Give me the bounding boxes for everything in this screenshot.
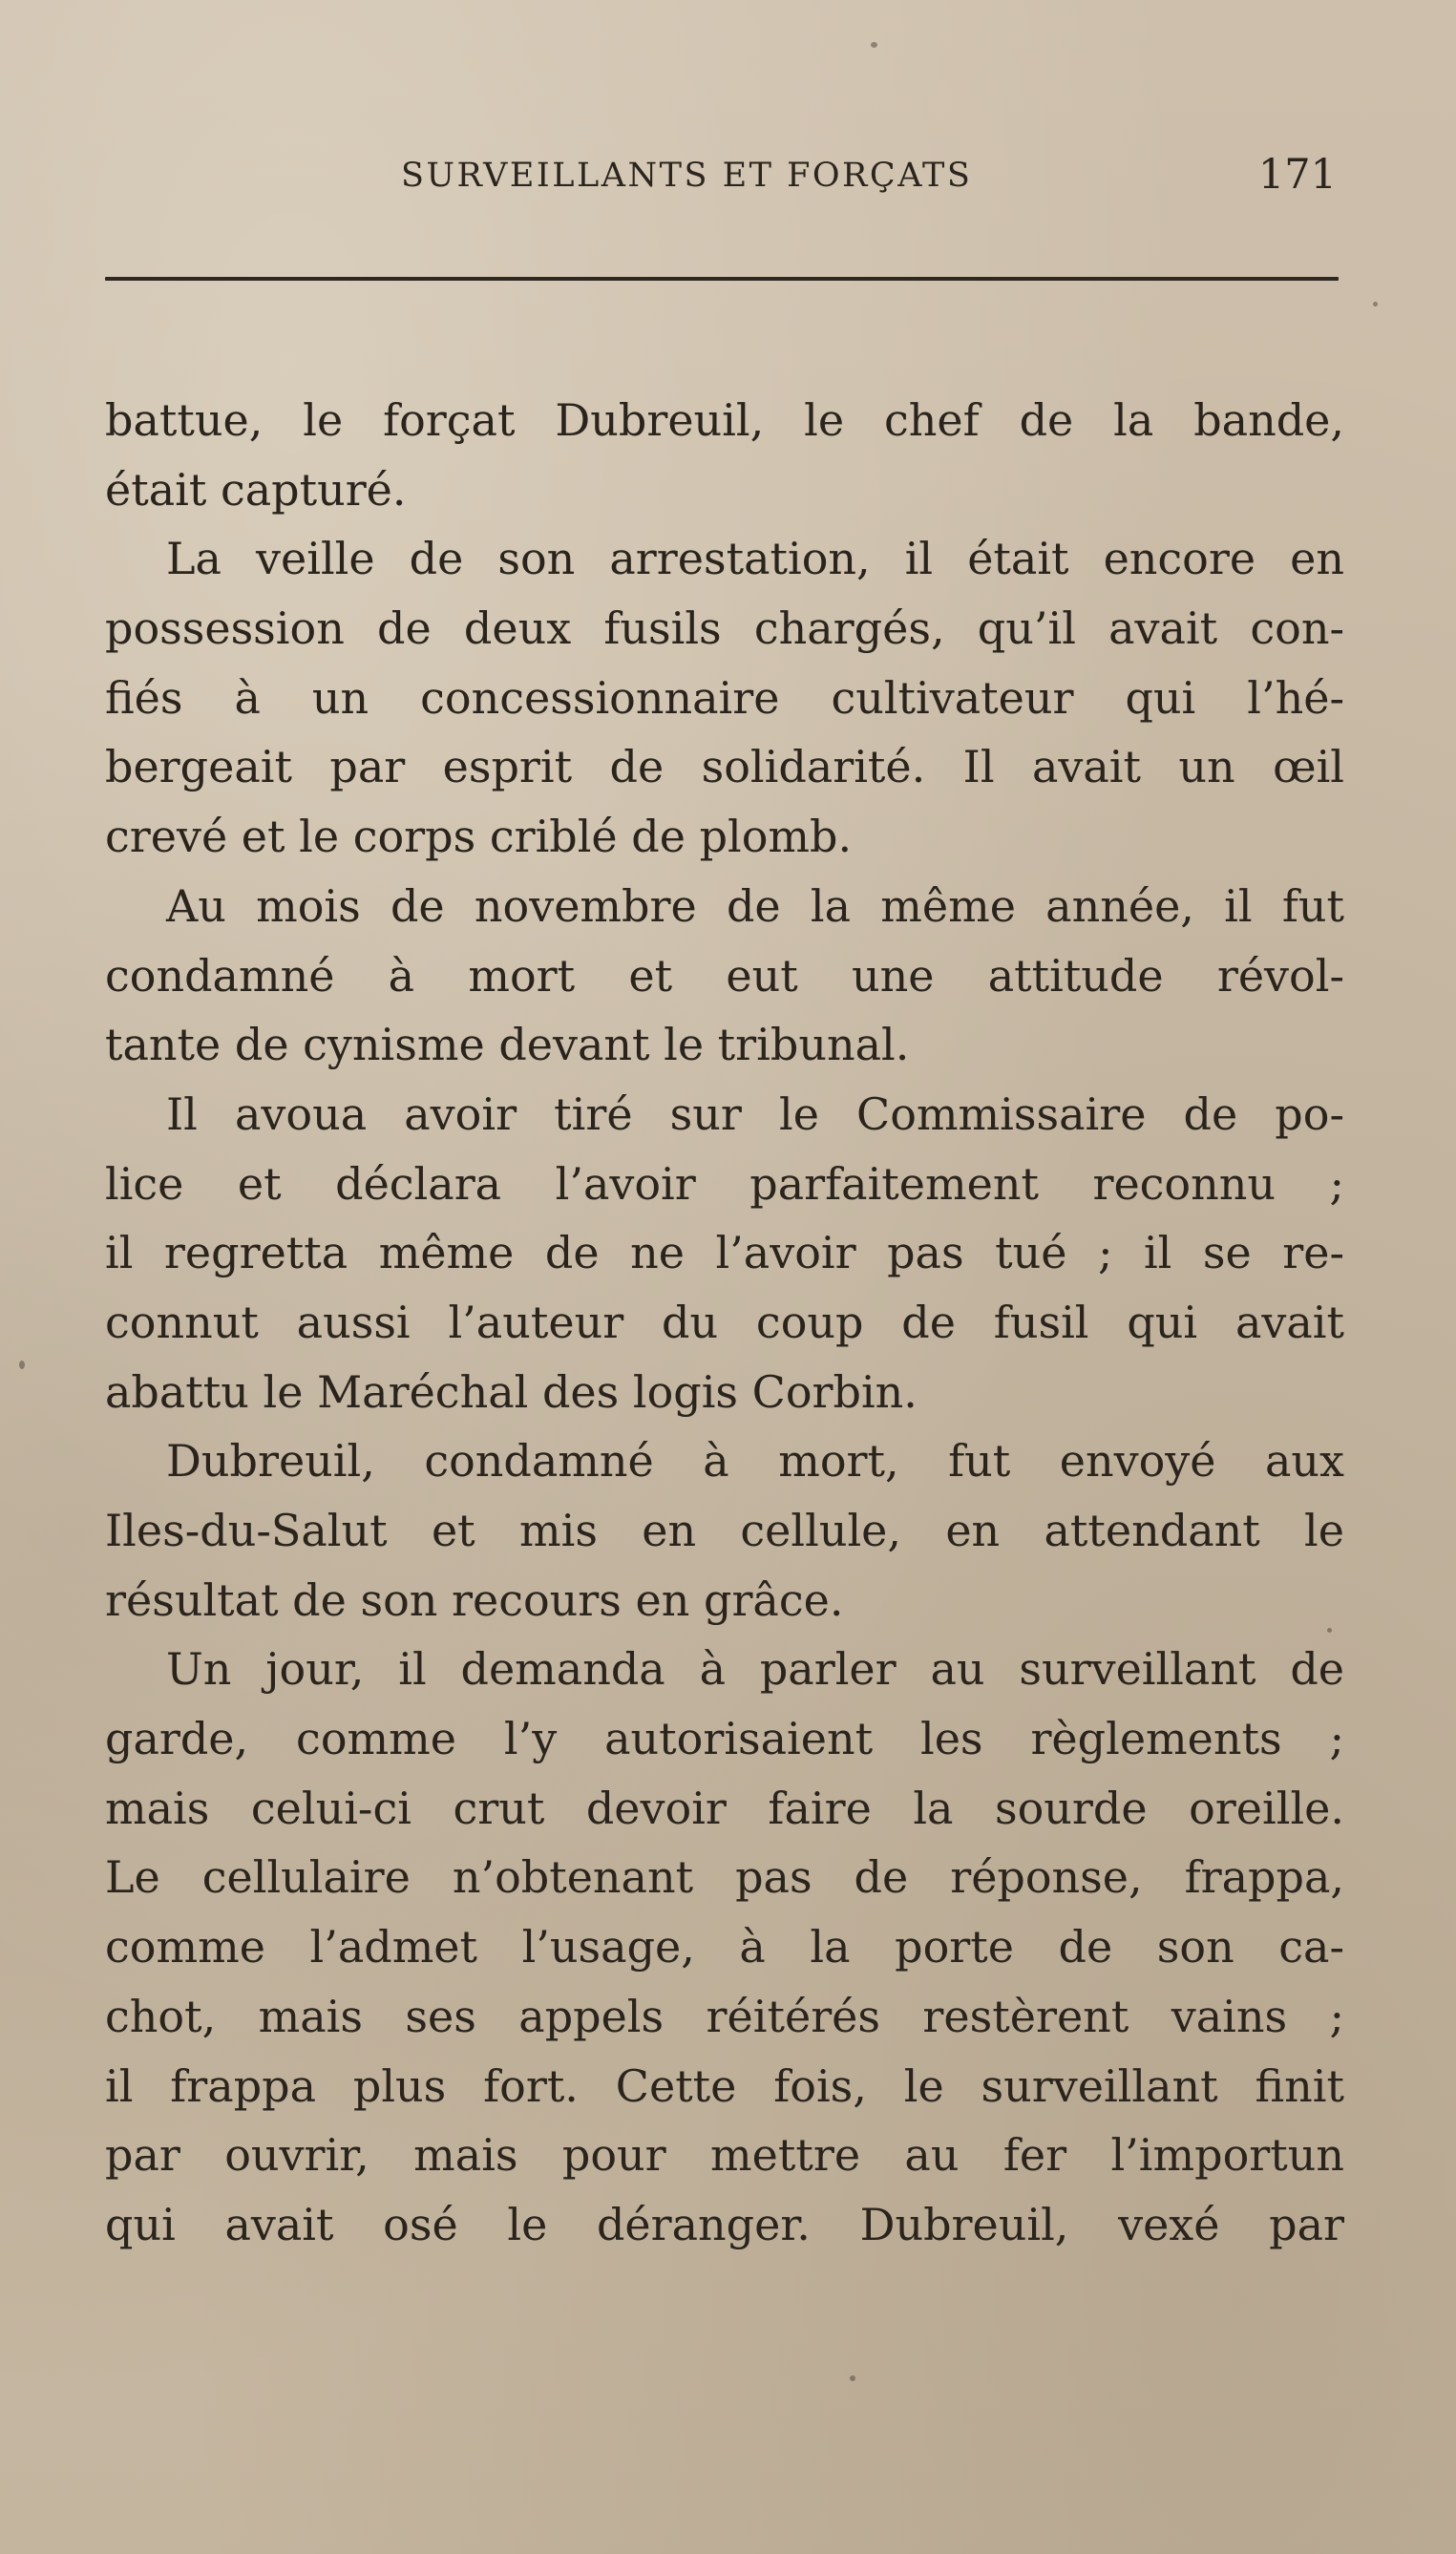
text-line: abattu le Maréchal des logis Corbin. [105, 1365, 918, 1418]
text-line: La veille de son arrestation, il était encore en [166, 533, 1344, 585]
text-line: tante de cynisme devant le tribunal. [105, 1019, 910, 1071]
text-line: mais celui-ci crut devoir faire la sourde oreille. [105, 1782, 1344, 1834]
text-line: Le cellulaire n’obtenant pas de réponse, frappa, [105, 1851, 1344, 1904]
text-line: Il avoua avoir tiré sur le Commissaire de po- [166, 1087, 1344, 1140]
text-line: il frappa plus fort. Cette fois, le surveillant finit [105, 2059, 1344, 2112]
text-line: résultat de son recours en grâce. [105, 1573, 844, 1626]
text-line: était capturé. [105, 463, 407, 516]
paper-speck [871, 42, 877, 48]
page-number: 171 [1257, 151, 1337, 199]
text-line: Au mois de novembre de la même année, il fut [166, 879, 1344, 932]
header-rule [105, 277, 1339, 281]
text-line: Dubreuil, condamné à mort, fut envoyé aux [166, 1435, 1344, 1488]
text-line: fiés à un concessionnaire cultivateur qui l’hé- [105, 671, 1344, 724]
text-line: condamné à mort et eut une attitude révol- [105, 949, 1344, 1002]
text-line: il regretta même de ne l’avoir pas tué ; il se re- [105, 1227, 1344, 1279]
text-line: battue, le forçat Dubreuil, le chef de la bande, [105, 394, 1344, 446]
paper-speck [19, 1361, 25, 1369]
text-line: qui avait osé le déranger. Dubreuil, vexé par [105, 2198, 1344, 2250]
running-head [105, 151, 1337, 204]
text-line: par ouvrir, mais pour mettre au fer l’importun [105, 2129, 1344, 2182]
text-line: comme l’admet l’usage, à la porte de son ca- [105, 1921, 1344, 1974]
body-text [105, 386, 1344, 2260]
text-line: Iles-du-Salut et mis en cellule, en attendant le [105, 1505, 1344, 1556]
paper-speck [850, 2375, 855, 2381]
text-line: garde, comme l’y autorisaient les règlements ; [105, 1713, 1344, 1765]
text-line: crevé et le corps criblé de plomb. [105, 811, 853, 863]
text-line: Un jour, il demanda à parler au surveillant de [166, 1643, 1344, 1696]
text-line: chot, mais ses appels réitérés restèrent vains ; [105, 1990, 1344, 2042]
text-line: connut aussi l’auteur du coup de fusil qui avait [105, 1296, 1344, 1348]
text-line: possession de deux fusils chargés, qu’il avait con- [105, 602, 1344, 655]
paper-speck [1373, 302, 1378, 306]
running-head-title: SURVEILLANTS ET FORÇATS [401, 157, 973, 195]
text-line: bergeait par esprit de solidarité. Il avait un œil [105, 741, 1344, 793]
text-line: lice et déclara l’avoir parfaitement reconnu ; [105, 1157, 1344, 1210]
